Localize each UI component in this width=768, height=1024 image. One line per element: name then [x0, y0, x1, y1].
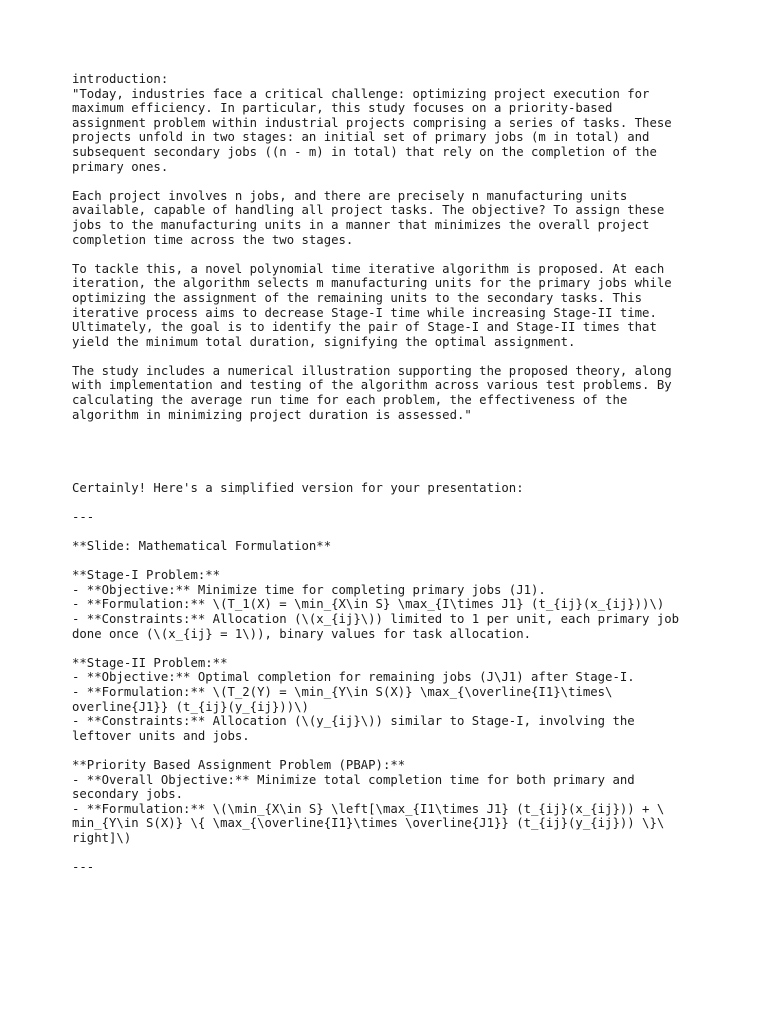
stage1-section: **Stage-I Problem:** - **Objective:** Minimize time for completing primary jobs (J1). - **Formulation:** \(T_1(X) = \min_{X\in S} \max_{I\times J1} (t_{ij}(x_{ij}))\) - **Constraints:** Allocation (\(x_{ij}\)) limited to 1 per unit, each primary job done once (\(x_{ij} = 1\)), binary values for task allocation. — [72, 568, 680, 641]
slide-title: **Slide: Mathematical Formulation** — [72, 539, 332, 554]
document-page — [72, 72, 702, 875]
spacer — [72, 247, 702, 262]
spacer — [72, 641, 702, 656]
spacer — [72, 845, 702, 860]
stage2-section: **Stage-II Problem:** - **Objective:** Optimal completion for remaining jobs (J\J1) after Stage-I. - **Formulation:** \(T_2(Y) = \min_{Y\in S(X)} \max_{\overline{I1}\times\ overline{J1}} (t_{ij}(y_{ij}))\) - **Constraints:** Allocation (\(y_{ij}\)) similar to Stage-I, involving the leftover units and jobs. — [72, 655, 635, 743]
separator-top: --- — [72, 509, 95, 524]
intro-paragraph-4: The study includes a numerical illustration supporting the proposed theory, along with implementation and testing of the algorithm across various test problems. By calculating the average run time for each problem, the effectiveness of the algorithm in minimizing project duration is assessed." — [72, 363, 672, 422]
spacer — [72, 174, 702, 189]
intro-label: introduction: — [72, 72, 169, 86]
spacer — [72, 524, 702, 539]
pbap-section: **Priority Based Assignment Problem (PBAP):** - **Overall Objective:** Minimize total completion time for both primary and secondary jobs. - **Formulation:** \(\min_{X\in S} \left[\max_{I1\times J1} (t_{ij}(x_{ij})) + \ min_{Y\in S(X)} \{ \max_{\overline{I1}\times \overline{J1}} (t_{ij}(y_{ij})) \}\ right]\) — [72, 757, 665, 845]
response-intro: Certainly! Here's a simplified version for your presentation: — [72, 480, 524, 495]
spacer — [72, 743, 702, 758]
separator-bottom: --- — [72, 860, 95, 875]
spacer — [72, 349, 702, 364]
intro-paragraph-1: "Today, industries face a critical challenge: optimizing project execution for maximum efficiency. In particular, this study focuses on a priority-based assignment problem within industrial projects comprising a series of tasks. These projects unfold in two stages: an initial set of primary jobs (m in total) and subsequent secondary jobs ((n - m) in total) that rely on the completion of the primary ones. — [72, 86, 672, 174]
spacer — [72, 422, 702, 466]
spacer — [72, 466, 702, 481]
spacer — [72, 495, 702, 510]
intro-paragraph-2: Each project involves n jobs, and there are precisely n manufacturing units available, capable of handling all project tasks. The objective? To assign these jobs to the manufacturing units in a manner that minimizes the overall project completion time across the two stages. — [72, 188, 665, 247]
intro-paragraph-3: To tackle this, a novel polynomial time iterative algorithm is proposed. At each iteration, the algorithm selects m manufacturing units for the primary jobs while optimizing the assignment of the remaining units to the secondary tasks. This iterative process aims to decrease Stage-I time while increasing Stage-II time. Ultimately, the goal is to identify the pair of Stage-I and Stage-II times that yield the minimum total duration, signifying the optimal assignment. — [72, 261, 672, 349]
spacer — [72, 554, 702, 569]
